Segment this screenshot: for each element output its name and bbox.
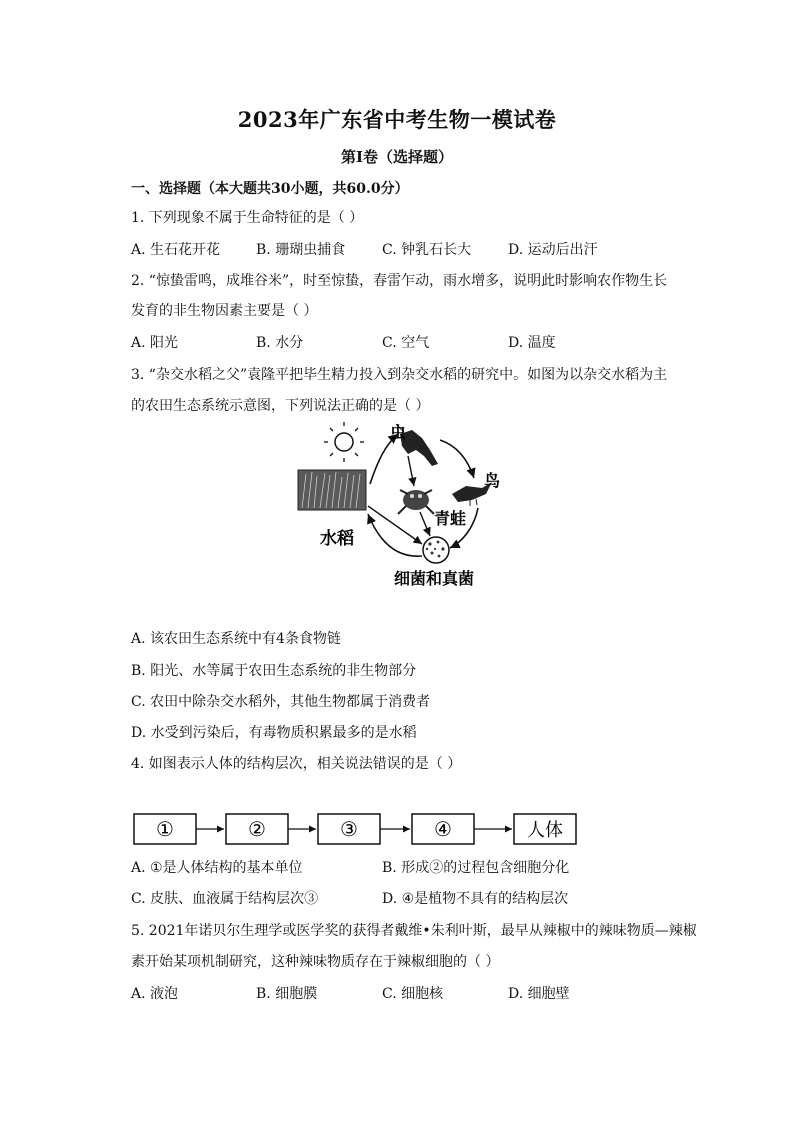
flow-box-4: ④ xyxy=(434,817,452,841)
question-3-stem-line2: 的农田生态系统示意图，下列说法正确的是（ ） xyxy=(131,398,430,414)
q1-option-b: B. 珊瑚虫捕食 xyxy=(256,242,346,258)
question-5-stem-line2: 素开始某项机制研究，这种辣味物质存在于辣椒细胞的（ ） xyxy=(131,954,500,970)
arrow-frog-to-microbes xyxy=(420,512,430,536)
q1-option-a: A. 生石花开花 xyxy=(131,242,221,258)
q5-option-a: A. 液泡 xyxy=(131,986,179,1002)
q2-option-c: C. 空气 xyxy=(382,335,430,351)
arrow-insect-to-frog xyxy=(408,456,414,486)
q1-option-d: D. 运动后出汗 xyxy=(508,242,598,258)
label-frog: 青蛙 xyxy=(434,509,467,528)
q4-option-c: C. 皮肤、血液属于结构层次③ xyxy=(131,891,319,907)
label-microbes: 细菌和真菌 xyxy=(394,569,475,588)
frog-icon xyxy=(398,490,434,514)
q2-option-a: A. 阳光 xyxy=(131,335,179,351)
label-insect: 虫 xyxy=(390,423,407,442)
label-rice: 水稻 xyxy=(320,529,354,549)
q3-option-a: A. 该农田生态系统中有4条食物链 xyxy=(131,631,341,647)
part-title: 第I卷（选择题） xyxy=(340,148,454,166)
flow-box-5: 人体 xyxy=(527,820,563,841)
arrow-rice-to-microbes xyxy=(368,506,422,544)
question-4-stem: 4. 如图表示人体的结构层次，相关说法错误的是（ ） xyxy=(131,756,462,772)
question-1-stem: 1. 下列现象不属于生命特征的是（ ） xyxy=(131,210,364,226)
question-3-stem-line1: 3. “杂交水稻之父”袁隆平把毕生精力投入到杂交水稻的研究中。如图为以杂交水稻为主 xyxy=(131,367,668,383)
label-bird: 鸟 xyxy=(484,471,501,490)
q4-option-a: A. ①是人体结构的基本单位 xyxy=(131,860,303,876)
q3-option-b: B. 阳光、水等属于农田生态系统的非生物部分 xyxy=(131,663,417,679)
flow-box-2: ② xyxy=(248,817,266,841)
question-5-stem-line1: 5. 2021年诺贝尔生理学或医学奖的获得者戴维•朱利叶斯，最早从辣椒中的辣味物质—辣椒 xyxy=(131,923,697,939)
ecosystem-diagram xyxy=(290,420,510,595)
q4-option-d: D. ④是植物不具有的结构层次 xyxy=(382,891,569,907)
arrow-insect-to-bird xyxy=(440,440,474,478)
flow-box-3: ③ xyxy=(340,817,358,841)
q2-option-b: B. 水分 xyxy=(256,335,304,351)
section-heading: 一、选择题（本大题共30小题，共60.0分） xyxy=(131,181,409,197)
question-2-stem-line1: 2. “惊蛰雷鸣，成堆谷米”，时至惊蛰，春雷乍动，雨水增多，说明此时影响农作物生长 xyxy=(131,273,668,289)
structure-level-flowchart xyxy=(128,808,588,850)
q1-option-c: C. 钟乳石长大 xyxy=(382,242,472,258)
q5-option-b: B. 细胞膜 xyxy=(256,986,318,1002)
q4-option-b: B. 形成②的过程包含细胞分化 xyxy=(382,860,570,876)
q2-option-d: D. 温度 xyxy=(508,335,556,351)
q5-option-c: C. 细胞核 xyxy=(382,986,444,1002)
exam-title: 2023年广东省中考生物一模试卷 xyxy=(237,107,557,132)
q3-option-d: D. 水受到污染后，有毒物质积累最多的是水稻 xyxy=(131,725,417,741)
q5-option-d: D. 细胞壁 xyxy=(508,986,570,1002)
microbes-icon xyxy=(423,537,449,563)
flow-box-1: ① xyxy=(156,817,174,841)
question-2-stem-line2: 发育的非生物因素主要是（ ） xyxy=(131,303,318,319)
arrow-microbes-to-rice xyxy=(368,514,422,556)
rice-field-image xyxy=(298,470,366,510)
sun-icon xyxy=(324,422,364,462)
q3-option-c: C. 农田中除杂交水稻外，其他生物都属于消费者 xyxy=(131,694,431,710)
